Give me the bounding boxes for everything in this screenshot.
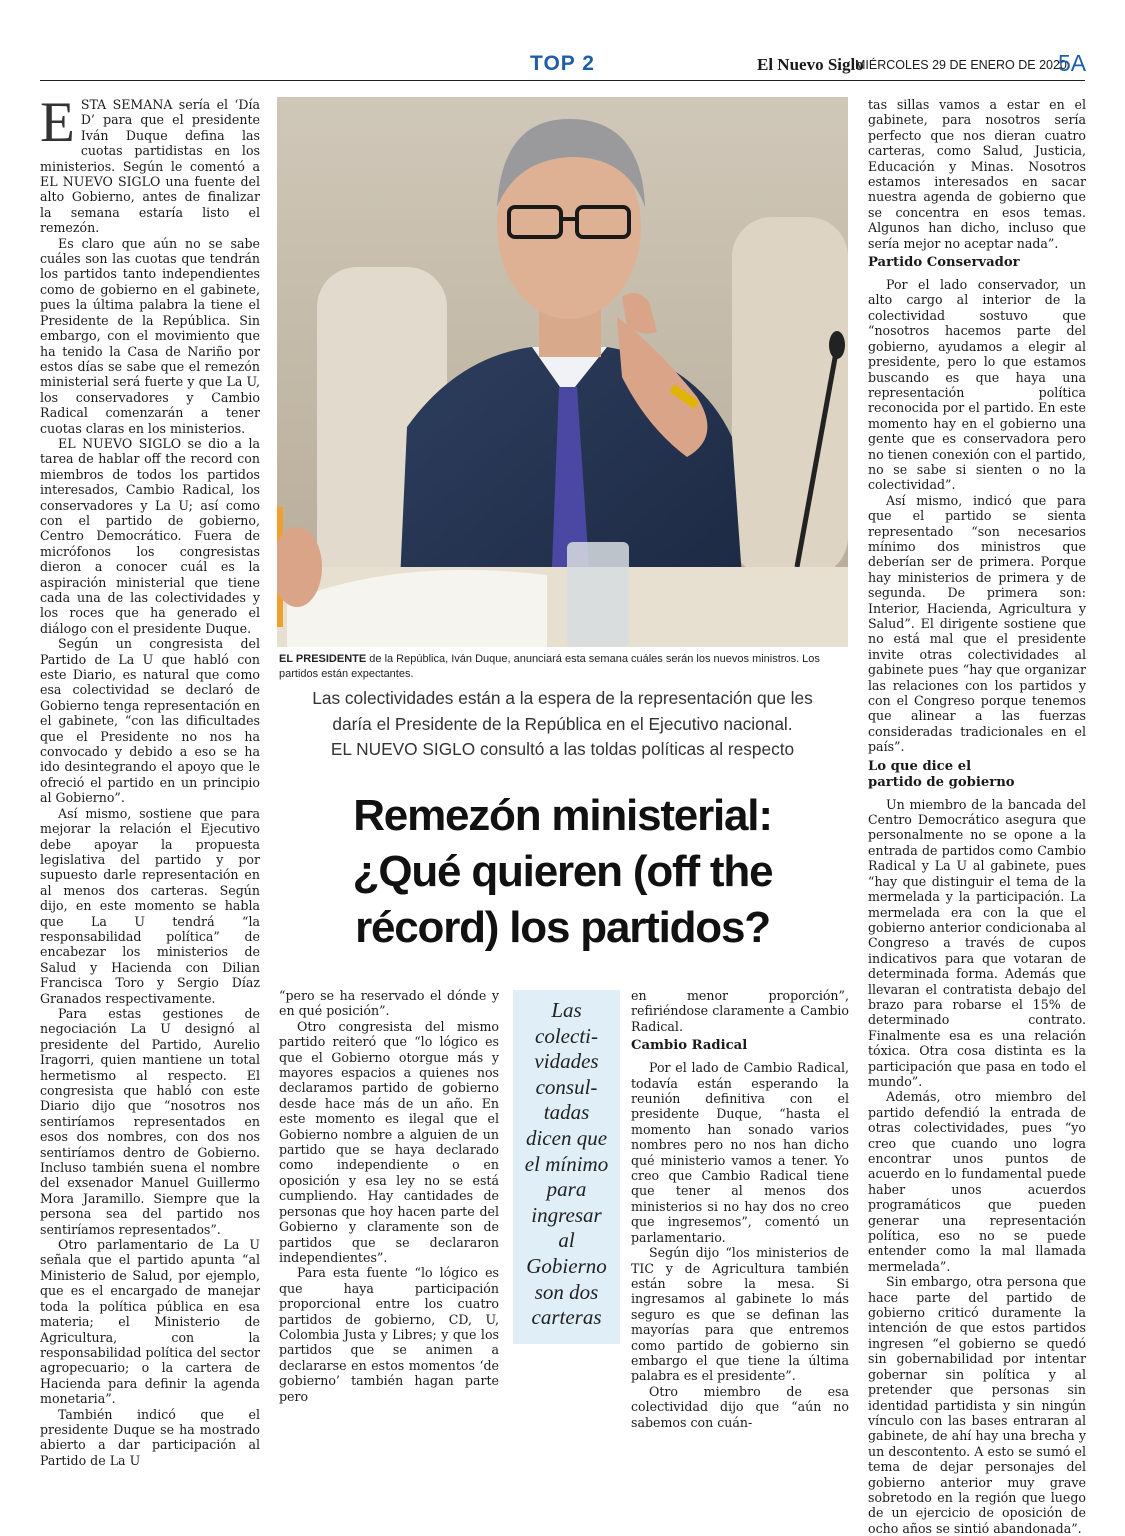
article-column-2 (279, 988, 499, 1404)
newspaper-name: El Nuevo Siglo (757, 55, 864, 74)
article-paragraph: tas sillas vamos a estar en el gabinete, para nosotros sería perfecto que nos dieran cuatro carteras, como Salud, Justicia, Educación y Minas. Nosotros estamos interesados en sacar nuestra agenda de gobierno que se concentra en esos temas. Algunos han dicho, incluso que sería mejor no aceptar nada”. (868, 97, 1086, 251)
section-label: TOP 2 (530, 52, 595, 75)
article-paragraph: Un miembro de la bancada del Centro Democrático asegura que personalmente no se opone a la entrada de partidos como Cambio Radical y La U al gabinete, pues “hay que distinguir el tema de la mermelada y la participación. La mermelada era con la que el gobierno anterior condicionaba al Congreso a través de cupos indicativos para que votaran de determinada forma. Además que llevaran el contratista debajo del brazo para robarse el 15% de determinado contrato. Finalmente esa es una relación tóxica. Otra cosa distinta es la participación que pasa en todo el mundo”. (868, 796, 1086, 1089)
article-deck (277, 686, 848, 763)
article-paragraph: Otro congresista del mismo partido reiteró que “lo lógico es que el Gobierno otorgue más y mayores espacios a quienes nos declaramos partido de gobierno desde hace más de un año. En este momento es ilegal que el Gobierno nombre a alguien de un partido que se haya declarado como independiente o en oposición y esa ley no se está cumpliendo. Hay cantidades de personas que hoy hacen parte del Gobierno y claramente son de partidos que se declararon independientes”. (279, 1018, 499, 1265)
article-paragraph: También indicó que el presidente Duque se ha mostrado abierto a dar participación al Partido de La U (40, 1406, 260, 1468)
article-paragraph: Por el lado de Cambio Radical, todavía están esperando la reunión definitiva con el presidente Duque, “hasta el momento han sonado varios nombres pero no nos han dicho qué ministerio vamos a tener. Yo creo que Cambio Radical tiene que tener al menos dos ministerios si no hay dos no creo que ingresemos”, comentó un parlamentario. (631, 1060, 849, 1245)
headline-line: récord) los partidos? (355, 903, 770, 952)
subheading-partido-conservador: Partido Conservador (868, 255, 1020, 271)
article-paragraph: Sin embargo, otra persona que hace parte del partido de gobierno criticó duramente la intención de que estos partidos ingresen “el gobierno se quedó sin gobernabilidad por intentar gobernar sin política y al pretender que personas sin identidad partidista y sin ningún vínculo con las bases entraran al gabinete, de ahí hay una brecha y un descontento. A esto se sumó el tema de dejar personajes del gobierno anterior muy grave sobretodo en la región que luego de un ejercicio de oposición de ocho años se sintió abandonada”. (868, 1274, 1086, 1536)
headline-line: Remezón ministerial: (353, 791, 772, 840)
article-paragraph: Para esta fuente “lo lógico es que haya participación proporcional entre los cuatro partidos de gobierno, CD, U, Colombia Justa y Libres; y que los partidos que se animen a declararse en estos momentos ‘de gobierno’ también hagan parte pero (279, 1265, 499, 1404)
article-column-4 (868, 97, 1086, 1536)
article-column-1 (40, 91, 260, 1468)
pull-quote: Las colecti- vidades consul- tadas dicen que el mínimo para ingresar al Gobierno son dos carteras (513, 990, 620, 1344)
article-paragraph: “pero se ha reservado el dónde y en qué posición”. (279, 988, 499, 1019)
article-headline (290, 788, 835, 956)
president-photo (277, 97, 848, 647)
article-paragraph: Por el lado conservador, un alto cargo al interior de la colectividad sostuvo que “nosotros hacemos parte del gobierno, ayudamos a elegir al presidente, pero lo que estamos buscando es que haya una representación política reconocida por el partido. En este momento hay en el gobierno una gente que es conservadora pero no tienen conexión con el partido, no se sabe si sienten o no la colectividad”. (868, 277, 1086, 493)
article-paragraph: Es claro que aún no se sabe cuáles son las cuotas que tendrán los partidos tanto independientes como de gobierno en el gabinete, pues la última palabra la tiene el Presidente de la República. Sin embargo, con el movimiento que ha tenido la Casa de Nariño por estos días se sabe que el remezón ministerial será fuerte y que La U, los conservadores y Cambio Radical comenzarán a tener cuotas claras en los ministerios. (40, 235, 260, 436)
article-paragraph: Según un congresista del Partido de La U que habló con este Diario, es natural que como esa colectividad se declaró de Gobierno tenga representación en el gabinete, “con las dificultades que el Presidente no nos ha convocado y debido a eso se ha ido desintegrando el apoyo que le ofreció el partido en un principio al Gobierno”. (40, 636, 260, 806)
subheading-partido-de-gobierno: Lo que dice el partido de gobierno (868, 758, 1015, 790)
article-paragraph: Otro miembro de esa colectividad dijo que “aún no sabemos con cuán- (631, 1383, 849, 1430)
drop-cap: E (40, 91, 75, 154)
article-paragraph: Así mismo, indicó que para que el partido se sienta representado “son necesarios mínimo dos ministros que deberían ser de primera. Porque hay ministerios de primera y de segunda. De primera son: Interior, Hacienda, Agricultura y Salud”. El dirigente sostiene que no está mal que el presidente invite otras colectividades al gabinete pues “hay que organizar las relaciones con los partidos y con el Congreso porque tenemos que alinear a las fuerzas consideradas tradicionales en el país”. (868, 492, 1086, 755)
page-number: 5A (1058, 50, 1087, 76)
header-rule (40, 80, 1085, 81)
article-paragraph: ESTA SEMANA sería el ‘Día D’ para que el presidente Iván Duque defina las cuotas partidistas en los ministerios. Según le comentó a EL NUEVO SIGLO una fuente del alto Gobierno, antes de finalizar la semana estaría listo el remezón. (40, 91, 260, 236)
article-paragraph: EL NUEVO SIGLO se dio a la tarea de hablar off the record con miembros de todos los partidos interesados, Cambio Radical, los conservadores y La U; así como con el partido de gobierno, Centro Democrático. Fuera de micrófonos los congresistas dieron a conocer cuál es la aspiración ministerial que tiene cada una de las colectividades y los roces que ha generado el diálogo con el presidente Duque. (40, 435, 260, 636)
subheading-cambio-radical: Cambio Radical (631, 1038, 748, 1054)
headline-line: ¿Qué quieren (off the (352, 847, 773, 896)
article-column-3 (631, 988, 849, 1430)
deck-line: EL NUEVO SIGLO consultó a las toldas políticas al respecto (330, 739, 795, 759)
article-paragraph: Además, otro miembro del partido defendió la entrada de otras colectividades, pues “yo creo que cuando uno logra encontrar unos puntos de acuerdo en lo fundamental puede haber unos acuerdos programáticos que pueden generar una representación política, eso no se puede entender como la mal llamada mermelada”. (868, 1089, 1086, 1274)
issue-date: MIÉRCOLES 29 DE ENERO DE 2020 (855, 58, 1067, 72)
deck-line: Las colectividades están a la espera de la representación que les (312, 688, 813, 708)
photo-caption: EL PRESIDENTE de la República, Iván Duque, anunciará esta semana cuáles serán los nuevos ministros. Los partidos están expectantes. (279, 653, 820, 680)
article-paragraph: en menor proporción”, refiriéndose claramente a Cambio Radical. (631, 988, 849, 1034)
article-paragraph: Así mismo, sostiene que para mejorar la relación el Ejecutivo debe apoyar la propuesta legislativa del partido y por supuesto darle representación en al menos dos carteras. Según dijo, en este momento se habla que La U tendrá “la responsabilidad política” de encabezar los ministerios de Salud y Hacienda con Dilian Francisca Toro y Sergio Díaz Granados respectivamente. (40, 805, 260, 1006)
article-paragraph: Otro parlamentario de La U señala que el partido apunta “al Ministerio de Salud, por ejemplo, que es el encargado de manejar toda la política pública en esa materia; el Ministerio de Agricultura, con la responsabilidad política del sector agropecuario; o la cartera de Hacienda para definir la agenda monetaria”. (40, 1237, 260, 1407)
deck-line: daría el Presidente de la República en el Ejecutivo nacional. (332, 713, 793, 734)
article-paragraph: Para estas gestiones de negociación La U designó al presidente del Partido, Aurelio Iragorri, quien mantiene un total hermetismo al respecto. El congresista que habló con este Diario dijo que “nosotros nos sentiríamos representados en esos dos nombres, con dos nos sentiríamos dentro de Gobierno. Incluso también suena el nombre del exsenador Manuel Guillermo Mora Jaramillo. Siempre que la persona sea del partido nos sentiríamos representados”. (40, 1005, 260, 1237)
article-paragraph: Según dijo “los ministerios de TIC y de Agricultura también están sobre la mesa. Si ingresamos al gabinete lo más seguro es que se definan las mayorías para que entremos como partido de gobierno sin embargo el que tiene la última palabra es el presidente”. (631, 1245, 849, 1384)
